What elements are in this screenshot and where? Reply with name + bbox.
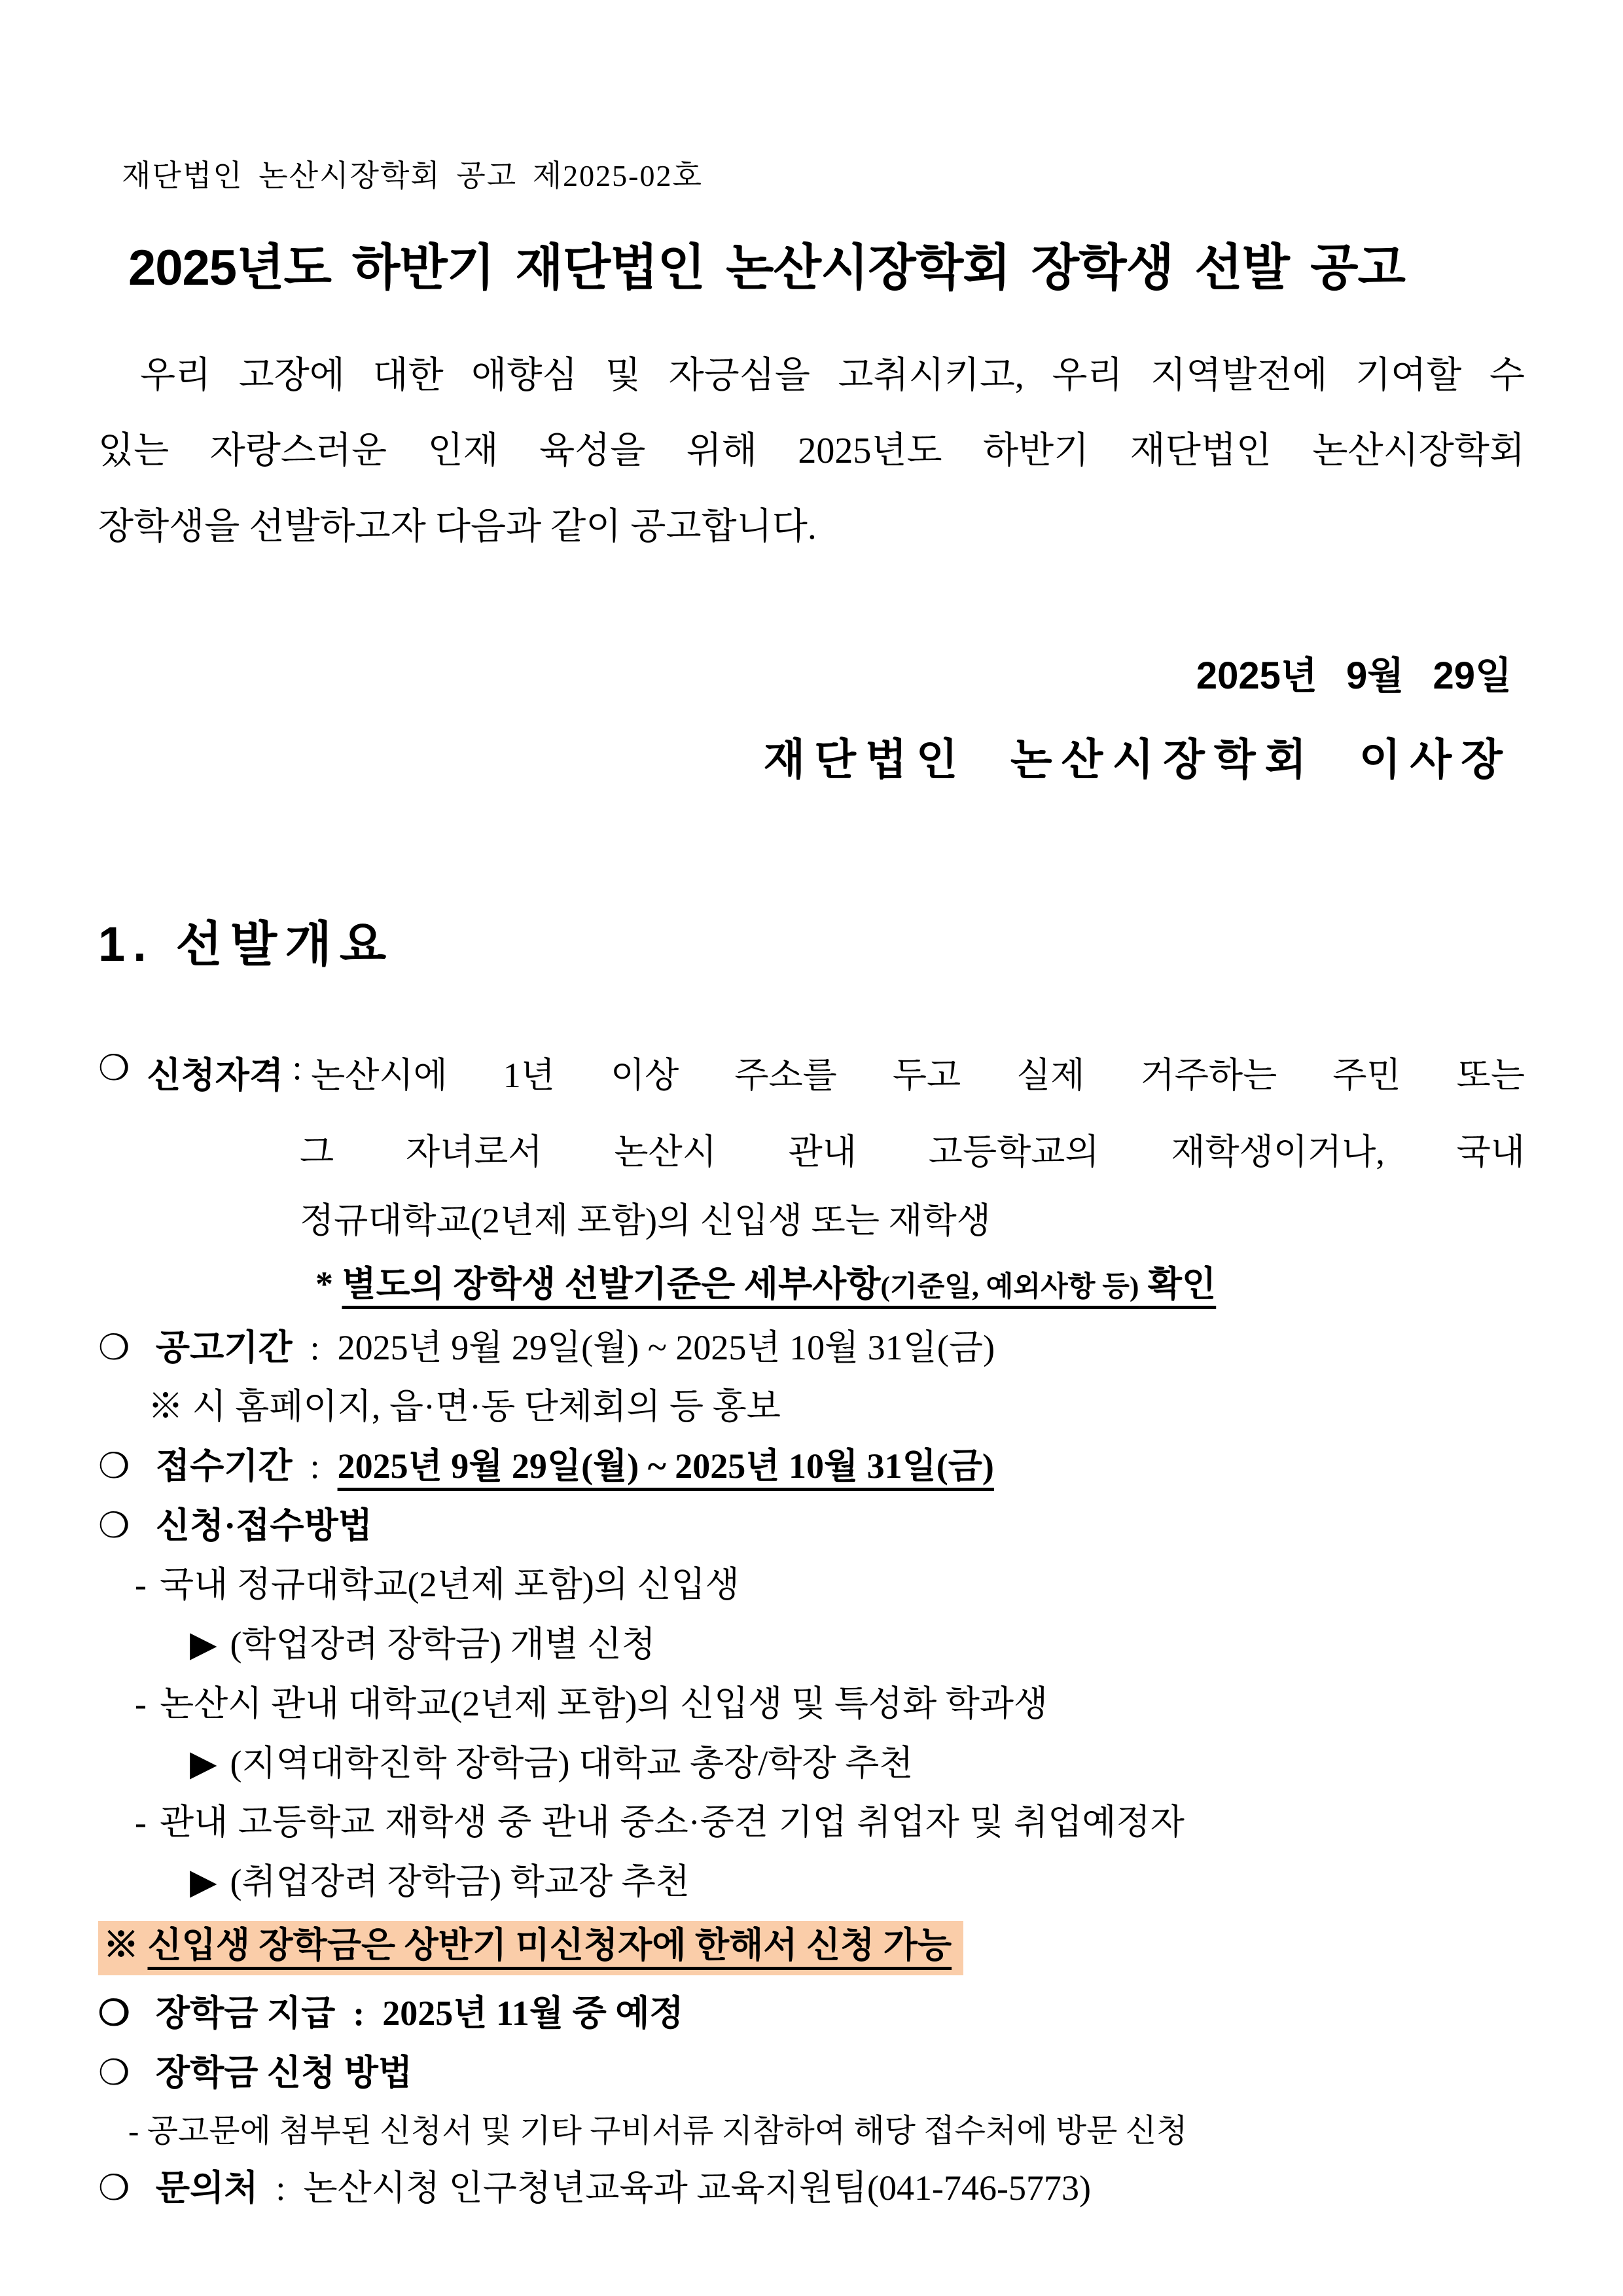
circle-bullet-icon: ❍ <box>98 1994 130 2034</box>
circle-bullet-icon: ❍ <box>98 1505 130 1545</box>
note-text: 별도의 장학생 선발기준은 세부사항 <box>342 1264 881 1304</box>
eligibility-row <box>98 1047 1525 1098</box>
arrow-bullet-icon: ▶ <box>190 1861 217 1901</box>
notice-period-sub: ※ 시 홈페이지, 읍·면·동 단체회의 등 홍보 <box>148 1387 781 1427</box>
dash-bullet-icon: - <box>135 1565 147 1605</box>
eligibility-row <box>98 1200 1525 1242</box>
circle-bullet-icon: ❍ <box>98 1327 130 1367</box>
application-period-row <box>98 1446 1525 1488</box>
eligibility-line: 정규대학교(2년제 포함)의 신입생 또는 재학생 <box>300 1201 991 1241</box>
circle-bullet-icon: ❍ <box>98 1049 130 1088</box>
page-title: 2025년도 하반기 재단법인 논산시장학회 장학생 선발 공고 <box>128 240 1405 296</box>
circle-bullet-icon: ❍ <box>98 1446 130 1486</box>
intro-line: 있는 자랑스러운 인재 육성을 위해 2025년도 하반기 재단법인 논산시장학회 <box>98 431 1525 472</box>
contact-row <box>98 2168 1525 2210</box>
application-period-label: 접수기간 <box>155 1446 293 1486</box>
intro-line: 장학생을 선발하고자 다음과 같이 공고합니다. <box>98 506 817 547</box>
how-to-apply-label: 장학금 신청 방법 <box>155 2053 413 2093</box>
apply-method-item-text: 관내 고등학교 재학생 중 관내 중소·중견 기업 취업자 및 취업예정자 <box>159 1803 1185 1842</box>
arrow-bullet-icon: ▶ <box>190 1624 217 1664</box>
apply-method-item <box>98 1802 1525 1844</box>
apply-method-detail-text: (지역대학진학 장학금) 대학교 총장/학장 추천 <box>230 1743 914 1783</box>
label-separator: : <box>301 1327 329 1367</box>
eligibility-line: 논산시에 1년 이상 주소를 두고 실제 거주하는 주민 또는 <box>311 1056 1525 1096</box>
payment-row <box>98 1993 1525 2035</box>
contact-value: 논산시청 인구청년교육과 교육지원팀(041-746-5773) <box>303 2168 1091 2208</box>
dash-bullet-icon: - <box>135 1683 147 1723</box>
application-period-value: 2025년 9월 29일(월) ~ 2025년 10월 31일(금) <box>337 1446 994 1486</box>
apply-method-item-text: 논산시 관내 대학교(2년제 포함)의 신입생 및 특성화 학과생 <box>159 1683 1048 1723</box>
payment-value: 2025년 11월 중 예정 <box>382 1994 684 2034</box>
note-small-text: (기준일, 예외사항 등) <box>880 1271 1139 1302</box>
notice-period-label: 공고기간 <box>155 1327 293 1367</box>
intro-line: 우리 고장에 대한 애향심 및 자긍심을 고취시키고, 우리 지역발전에 기여할 수 <box>140 355 1525 396</box>
note-star: * <box>315 1264 342 1304</box>
arrow-bullet-icon: ▶ <box>190 1743 217 1783</box>
dash-bullet-icon: - <box>135 1803 147 1842</box>
highlight-prefix: ※ <box>103 1925 148 1965</box>
eligibility-label: 신청자격 <box>147 1056 284 1096</box>
doc-number: 재단법인 논산시장학회 공고 제2025-02호 <box>122 159 703 192</box>
circle-bullet-icon: ❍ <box>98 2053 130 2093</box>
note-underlined <box>342 1265 1217 1304</box>
contact-label: 문의처 <box>155 2168 259 2208</box>
label-separator: : <box>301 1446 329 1486</box>
signer-title: 재단법인 논산시장학회 이사장 <box>763 735 1512 784</box>
highlight-note <box>98 1921 963 1976</box>
apply-method-item <box>98 1683 1525 1725</box>
announcement-date: 2025년 9월 29일 <box>1196 655 1512 698</box>
highlight-note-row <box>98 1921 1525 1976</box>
apply-method-detail <box>98 1624 1525 1666</box>
apply-method-detail-text: (학업장려 장학금) 개별 신청 <box>230 1624 656 1664</box>
eligibility-line: 그 자녀로서 논산시 관내 고등학교의 재학생이거나, 국내 <box>300 1132 1525 1172</box>
section-heading: 1. 선발개요 <box>98 917 395 972</box>
label-separator: : <box>266 2168 294 2208</box>
overview-list <box>98 1047 1525 2209</box>
label-separator: : <box>344 1994 374 2034</box>
apply-method-detail-text: (취업장려 장학금) 학교장 추천 <box>230 1861 690 1901</box>
payment-label: 장학금 지급 <box>155 1994 336 2034</box>
circle-bullet-icon: ❍ <box>98 2168 130 2208</box>
label-separator: : <box>283 1048 312 1088</box>
apply-method-item <box>98 1564 1525 1606</box>
notice-period-row <box>98 1327 1525 1369</box>
how-to-apply-detail: - 공고문에 첨부된 신청서 및 기타 구비서류 지참하여 해당 접수처에 방문 신청 <box>128 2112 1188 2149</box>
notice-period-value: 2025년 9월 29일(월) ~ 2025년 10월 31일(금) <box>337 1327 995 1367</box>
apply-method-item-text: 국내 정규대학교(2년제 포함)의 신입생 <box>159 1565 740 1605</box>
eligibility-row <box>98 1124 1525 1174</box>
apply-method-row <box>98 1505 1525 1547</box>
apply-method-label: 신청·접수방법 <box>155 1505 372 1545</box>
apply-method-detail <box>98 1743 1525 1785</box>
eligibility-note <box>98 1264 1525 1306</box>
note-suffix: 확인 <box>1139 1264 1217 1304</box>
highlight-text: 신입생 장학금은 상반기 미신청자에 한해서 신청 가능 <box>147 1925 952 1965</box>
apply-method-detail <box>98 1861 1525 1903</box>
how-to-apply-row <box>98 2053 1525 2094</box>
intro-paragraph <box>98 338 1525 565</box>
